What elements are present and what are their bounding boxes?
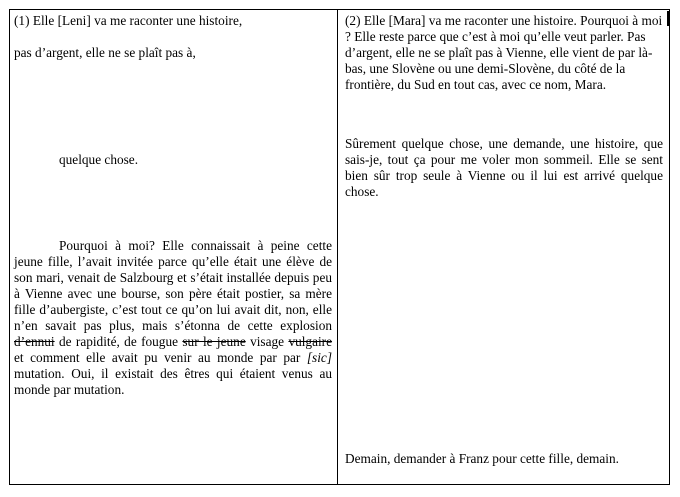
left-text-e: mutation. Oui, il existait des êtres qui étaient venus au monde par mutation. [14,366,332,397]
right-paragraph-1: (2) Elle [Mara] va me raconter une histoire. Pourquoi à moi ? Elle reste parce que c’est à moi qu’elle veut parler. Pas d’argent, elle ne se plaît pas à Vienne, elle vient de par là-bas, une Slovène ou une demi-Slovène, du côté de la frontière, du Sud en tout cas, avec ce nom, Mara. [345,13,663,92]
left-line-2: pas d’argent, elle ne se plaît pas à, [14,45,196,60]
left-line-1: (1) Elle [Leni] va me raconter une histoire, [14,13,243,28]
text-cursor-mark [667,11,669,26]
right-paragraph-2: Sûrement quelque chose, une demande, une histoire, que sais-je, tout ça pour me voler mon sommeil. Elle se sent bien sûr trop seule à Vienne ou il lui est arrivé quelque chose. [345,136,663,199]
two-column-text-table [9,9,670,485]
left-text-a: Pourquoi à moi? Elle connaissait à peine cette jeune fille, l’avait invitée parce qu’elle était une élève de son mari, venait de Salzbourg et s’était installée depuis peu à Vienne avec une bourse, son père était postier, sa mère fille d’aubergiste, c’est tout ce qu’on lui avait dit, non, elle n’en savait pas plus, mais s’étonna de cette explosion [14,238,332,333]
deleted-word-1: d’ennui [14,334,55,349]
right-paragraph-3: Demain, demander à Franz pour cette fille, demain. [345,451,619,466]
left-text-c: visage [250,334,285,349]
sic-marker: [sic] [306,350,332,365]
left-column-leni [10,10,338,484]
left-text-d: et comment elle avait pu venir au monde par par [14,350,301,365]
left-line-3: quelque chose. [59,152,139,167]
deleted-word-3: vulgaire [288,334,333,349]
deleted-words-2: sur le jeune [182,334,246,349]
left-text-b: de rapidité, de fougue [58,334,179,349]
left-paragraph [14,238,332,398]
right-column-mara [338,10,669,484]
